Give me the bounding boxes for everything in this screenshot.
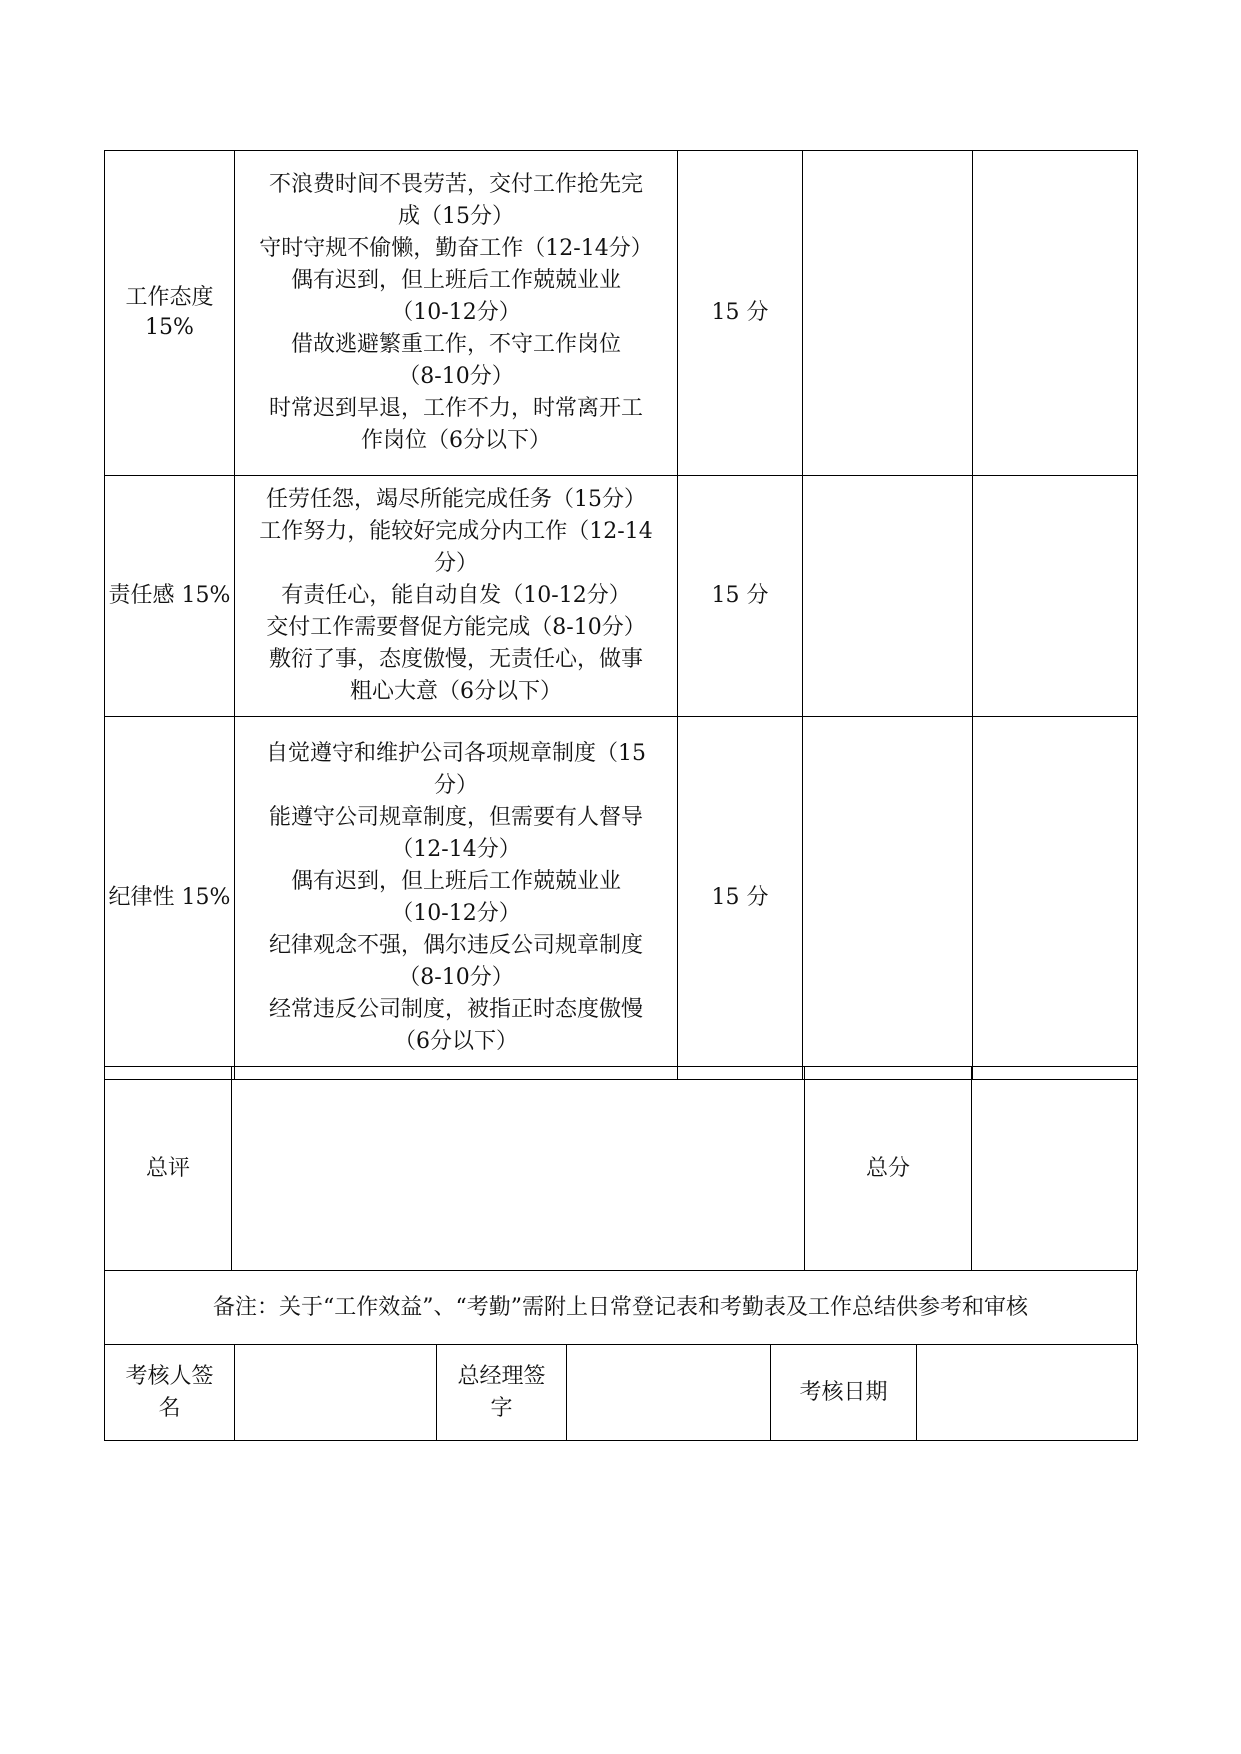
criteria-line: 成（15分） (398, 204, 514, 229)
criteria-line: 能遵守公司规章制度，但需要有人督导 (268, 805, 643, 830)
review-score-cell[interactable] (973, 717, 1138, 1080)
criteria-line: 守时守规不偷懒，勤奋工作（12-14分） (259, 236, 653, 261)
table-row (105, 1345, 1138, 1441)
criteria-line: 工作努力，能较好完成分内工作（12-14 (259, 519, 653, 544)
label-line: 字 (490, 1395, 513, 1421)
criteria-line: （10-12分） (391, 300, 521, 325)
total-score-label: 总分 (805, 1067, 972, 1271)
review-score-cell[interactable] (973, 151, 1138, 476)
criteria-line: 有责任心，能自动自发（10-12分） (281, 583, 631, 608)
category-label: 工作态度 (125, 285, 214, 310)
category-label: 责任感 15% (108, 583, 231, 608)
criteria-line: 时常迟到早退，工作不力，时常离开工 (268, 396, 643, 421)
full-score-cell: 15 分 (678, 476, 803, 717)
criteria-line: 任劳任怨，竭尽所能完成任务（15分） (266, 487, 646, 512)
signature-table (104, 1344, 1138, 1441)
criteria-line: 分） (433, 773, 478, 798)
criteria-line: （8-10分） (398, 965, 514, 990)
criteria-cell (235, 717, 678, 1080)
table-row (105, 476, 1138, 717)
self-score-cell[interactable] (803, 717, 973, 1080)
category-weight: 15% (145, 315, 194, 340)
gm-signature-field[interactable] (567, 1345, 771, 1441)
criteria-line: 经常违反公司制度，被指正时态度傲慢 (268, 997, 643, 1022)
category-cell (105, 151, 235, 476)
self-score-cell[interactable] (803, 476, 973, 717)
criteria-line: 交付工作需要督促方能完成（8-10分） (266, 615, 646, 640)
total-score-field[interactable] (972, 1067, 1138, 1271)
criteria-line: 粗心大意（6分以下） (350, 679, 562, 704)
label-line: 名 (158, 1395, 181, 1421)
self-score-cell[interactable] (803, 151, 973, 476)
criteria-line: 偶有迟到，但上班后工作兢兢业业 (290, 268, 621, 293)
comment-label: 总评 (105, 1067, 232, 1271)
criteria-line: 纪律观念不强，偶尔违反公司规章制度 (268, 933, 643, 958)
full-score-cell: 15 分 (678, 717, 803, 1080)
assessment-date-label: 考核日期 (771, 1345, 917, 1441)
criteria-line: 不浪费时间不畏劳苦，交付工作抢先完 (268, 172, 643, 197)
label-line: 总经理签 (457, 1363, 546, 1389)
table-row (105, 717, 1138, 1080)
category-cell (105, 476, 235, 717)
criteria-line: 分） (433, 551, 478, 576)
criteria-line: （8-10分） (398, 364, 514, 389)
category-label: 纪律性 15% (108, 885, 231, 910)
review-score-cell[interactable] (973, 476, 1138, 717)
label-line: 考核人签 (125, 1363, 214, 1389)
criteria-cell (235, 476, 678, 717)
criteria-line: 敷衍了事，态度傲慢，无责任心，做事 (268, 647, 643, 672)
criteria-line: 作岗位（6分以下） (361, 428, 551, 453)
note-table (104, 1270, 1137, 1345)
table-row (105, 1067, 1138, 1271)
gm-signature-label (437, 1345, 567, 1441)
table-row (105, 151, 1138, 476)
criteria-line: （12-14分） (391, 837, 521, 862)
table-row (105, 1271, 1137, 1345)
note-text: 备注：关于“工作效益”、“考勤”需附上日常登记表和考勤表及工作总结供参考和审核 (105, 1271, 1137, 1345)
full-score-cell: 15 分 (678, 151, 803, 476)
criteria-line: （10-12分） (391, 901, 521, 926)
criteria-line: （6分以下） (394, 1029, 518, 1054)
assessor-signature-field[interactable] (235, 1345, 437, 1441)
criteria-cell (235, 151, 678, 476)
comment-field[interactable] (232, 1067, 805, 1271)
assessment-date-field[interactable] (917, 1345, 1138, 1441)
criteria-line: 自觉遵守和维护公司各项规章制度（15 (266, 741, 646, 766)
criteria-line: 借故逃避繁重工作，不守工作岗位 (290, 332, 621, 357)
assessor-signature-label (105, 1345, 235, 1441)
summary-table (104, 1066, 1138, 1271)
category-cell (105, 717, 235, 1080)
criteria-line: 偶有迟到，但上班后工作兢兢业业 (290, 869, 621, 894)
criteria-table (104, 150, 1138, 1080)
